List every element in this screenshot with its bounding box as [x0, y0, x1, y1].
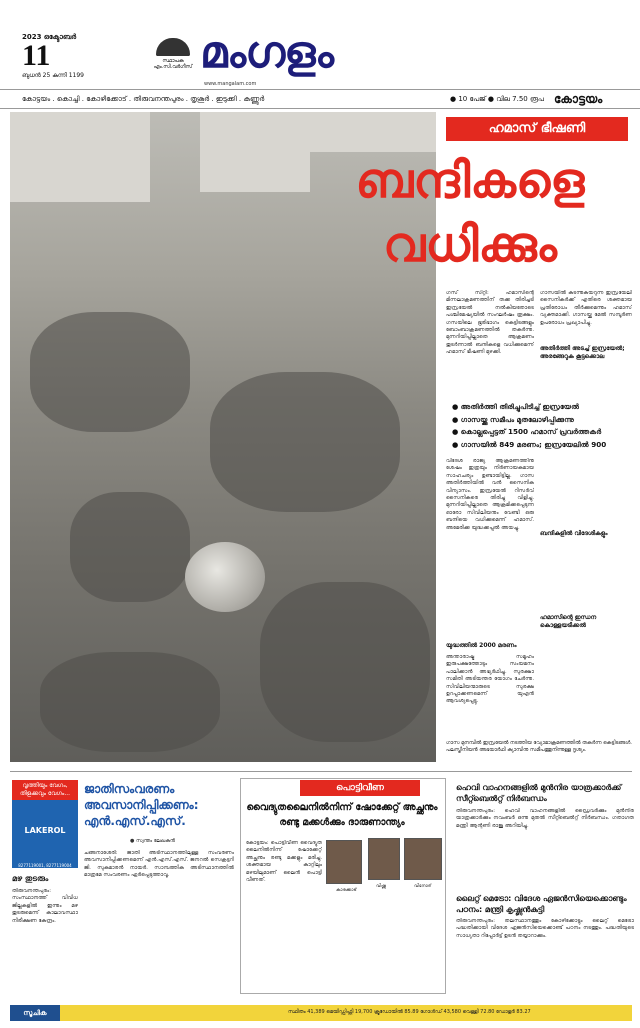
- section-divider: [10, 771, 632, 772]
- date-malayalam: ബുധൻ 25 കന്നി 1199: [22, 72, 84, 79]
- lead-column-2: ഗാസയിൽ കടന്നുകയറുന്ന ഇസ്രയേലി സൈനികർക്ക് എതിരെ ശക്തമായ പ്രതിരോധം തീർക്കുമെന്നും ഹമാസ് വ്യക്തമാക്കി. ഗാസയ്ക്കു മേൽ സമ്പൂർണ ഉപരോധം പ്രഖ്യാപിച്ചു.: [540, 290, 632, 326]
- pages-price: ● 10 പേജ് ● വില 7.50 രൂപ: [450, 95, 544, 103]
- editions-list: കോട്ടയം . കൊച്ചി . കോഴിക്കോട് . തിരുവനന്തപുരം . തൃശൂർ . ഇടുക്കി . കണ്ണൂർ: [22, 95, 265, 103]
- power-line-kicker: പൊട്ടിവീണ: [300, 780, 420, 796]
- lead-headline-line-2[interactable]: വധിക്കും: [383, 217, 557, 273]
- date-month: 2023 ഒക്ടോബർ: [22, 33, 77, 41]
- highlight-item: ● കൊല്ലപ്പെട്ടത് 1500 ഹമാസ് പ്രവർത്തകർ: [452, 426, 634, 439]
- masthead: [0, 0, 640, 87]
- portrait-photo: [326, 840, 362, 884]
- byline: ● സ്വന്തം ലേഖകൻ: [130, 838, 175, 844]
- highlight-item: ● ഗാസയിൽ 849 മരണം; ഇസ്രയേലിൽ 900: [452, 439, 634, 452]
- seatbelt-text: തിരുവനന്തപുരം: ഹെവി വാഹനങ്ങളിൽ ഡ്രൈവർക്കും മുൻനിര യാത്രക്കാർക്കും നവംബർ ഒന്നു മുതൽ സീറ്റ്ബെൽറ്റ് നിർബന്ധം. ഗതാഗത മന്ത്രി ആന്റണി രാജു അറിയിച്ചു.: [456, 808, 634, 829]
- date-block: [22, 33, 142, 80]
- ad-tagline: വൃത്തിയും വേഗം, തിളക്കവും വേഗം...: [12, 780, 78, 800]
- portrait-label: കാരക്കാട്: [336, 888, 357, 893]
- lead-column-3: വിദേശ രാജ്യ ആക്രമണത്തിനു ശേഷം ഇത്രയും നിർണായകമായ സാഹചര്യം ഉണ്ടായിട്ടില്ല. ഗാസ അതിർത്തിയിൽ വൻ സൈനിക വിന്യാസം. ഇസ്രയേൽ റിസർവ് സൈനികരെ തിരിച്ചു വിളിച്ചു. മുന്നറിയിപ്പില്ലാതെ ആക്രമിക്കപ്പെടുന്ന ഓരോ സിവിലിയനും വേണ്ടി ഒരു ബന്ദിയെ വധിക്കുമെന്ന് ഹമാസ്. അമേരിക്ക യുദ്ധക്കപ്പൽ അയച്ചു.: [446, 458, 534, 531]
- website-url[interactable]: www.mangalam.com: [204, 81, 257, 87]
- power-line-headline[interactable]: വൈദ്യുതലൈനിൽനിന്ന് ഷോക്കേറ്റ് അച്ഛനും രണ്ടു മക്കൾക്കും ദാരുണാന്ത്യം: [246, 802, 438, 828]
- lead-headline-line-1[interactable]: ബന്ദികളെ: [355, 153, 585, 209]
- rain-column-title: മഴ തുടരും: [12, 874, 49, 883]
- caste-article-text: ചങ്ങനാശേരി: ജാതി അടിസ്ഥാനത്തിലുള്ള സംവരണം അവസാനിപ്പിക്കണമെന്ന് എൻ.എസ്.എസ്. ജനറൽ സെക്രട്ടറി ജി. സുകുമാരൻ നായർ. സാമ്പത്തിക അടിസ്ഥാനത്തിൽ മാത്രമേ സംവരണം ഏർപ്പെടുത്താവൂ.: [84, 850, 234, 879]
- index-label: സൂചിക: [10, 1005, 60, 1021]
- power-line-text: കോട്ടയം: പൊട്ടിവീണ വൈദ്യുത ലൈനിൽനിന്ന് ഷോക്കേറ്റ് അച്ഛനും രണ്ടു മക്കളും മരിച്ചു. ശക്തമായ കാറ്റിലും മഴയിലുമാണ് ലൈൻ പൊട്ടി വീണത്.: [246, 840, 322, 884]
- lead-subhead-3: ബന്ദികളിൽ വിദേശികളും: [540, 530, 608, 537]
- founder-emblem: [146, 38, 200, 80]
- market-index-bar: [10, 1005, 632, 1021]
- highlight-item: ● ഗാസയ്ക്കു സമീപം മുതലോഴിപ്പിക്കുന്നു: [452, 414, 634, 427]
- collapsed-dome: [185, 542, 265, 612]
- portrait-photo: [368, 838, 400, 880]
- lead-column-1: ഗസ് സിറ്റി: ഹമാസിന്റെ മിന്നലാക്രമണത്തിന് തക്ക തിരിച്ചടി ഇസ്രയേൽ നൽകിയതോടെ പശ്ചിമേഷ്യയിൽ സംഘർഷം രൂക്ഷം. ഗസയിലെ ഭൂരിഭാഗം കെട്ടിടങ്ങളും ബോംബാക്രമണത്തിൽ തകർന്നു. മുന്നറിയിപ്പില്ലാതെ ആക്രമണം തുടർന്നാൽ ബന്ദികളെ വധിക്കുമെന്ന് ഹമാസ് ഭീഷണി മുഴക്കി.: [446, 290, 534, 356]
- portrait-label: വിഷ്ണു: [376, 884, 386, 889]
- highlights-list: [452, 401, 634, 451]
- ad-phone: 8277119001, 8277119004: [18, 863, 72, 868]
- caste-reservation-headline[interactable]: ജാതിസംവരണം അവസാനിപ്പിക്കണം: എൻ.എസ്.എസ്.: [84, 782, 199, 828]
- emblem-icon: [156, 38, 190, 56]
- editions-bar: [0, 89, 640, 109]
- advertisement[interactable]: [12, 780, 78, 868]
- light-metro-text: തിരുവനന്തപുരം: തലസ്ഥാനത്തും കോഴിക്കോട്ടും ലൈറ്റ് മെട്രോ പദ്ധതിക്കായി വിദേശ ഏജൻസിയെക്കൊണ്ട് പഠനം നടത്തും. പദ്ധതിയുടെ സാധ്യതാ റിപ്പോർട്ട് ഉടൻ തയ്യാറാക്കും.: [456, 918, 634, 939]
- lead-subhead-1: അതിർത്തി അടച്ച് ഇസ്രയേൽ; അരങ്ങേറുക കൂട്ടക്കൊല: [540, 345, 625, 360]
- portrait-label: വിനോദ്: [414, 884, 431, 889]
- rain-column-text: തിരുവനന്തപുരം: സംസ്ഥാനത്ത് വിവിധ ജില്ലകളിൽ ഇന്നും മഴ തുടരുമെന്ന് കാലാവസ്ഥാ നിരീക്ഷണ കേന്ദ്രം.: [12, 888, 78, 924]
- index-values: സ്ഥിതം 41,389 മെയിഡ്ഡിഫ്റ്റി 19,700 ക്രൂഡോയിൽ 85.89 ഗോൾഡ് 43,580 വെള്ളി 72.80 ഡോളർ 83.27: [288, 1009, 531, 1015]
- newspaper-logo[interactable]: മംഗളം: [200, 27, 333, 78]
- light-metro-headline[interactable]: ലൈറ്റ് മെട്രോ: വിദേശ ഏജൻസിയെക്കൊണ്ടും പഠനം: മന്ത്രി കൃഷ്ണൻകുട്ടി: [456, 894, 627, 914]
- date-day: 11: [22, 39, 51, 72]
- emblem-text: സ്ഥാപക എം.സി.വർഗീസ്: [153, 58, 193, 70]
- lead-column-4: അന്താരാഷ്ട്ര സമൂഹം ഇരുപക്ഷത്തോടും സംയമനം പാലിക്കാൻ അഭ്യർഥിച്ചു. സുരക്ഷാ സമിതി അടിയന്തര യോഗം ചേർന്നു. സിവിലിയന്മാരുടെ സുരക്ഷ ഉറപ്പാക്കണമെന്ന് യുഎൻ ആവശ്യപ്പെട്ടു.: [446, 654, 534, 705]
- lead-subhead-2: യുദ്ധത്തിൽ 2000 മരണം: [446, 642, 517, 649]
- edition-city: കോട്ടയം: [554, 92, 603, 106]
- photo-caption: ഗാസ മുനമ്പിൽ ഇസ്രയേൽ നടത്തിയ വ്യോമാക്രമണത്തിൽ തകർന്ന കെട്ടിടങ്ങൾ. പലസ്തീനിയൻ അഭയാർഥി ക്യാമ്പിനു സമീപത്തുനിന്നുള്ള ദൃശ്യം.: [446, 740, 632, 753]
- lead-kicker: ഹമാസ് ഭീഷണി: [446, 117, 628, 141]
- highlight-item: ● അതിർത്തി തിരിച്ചുപിടിച്ച് ഇസ്രയേൽ: [452, 401, 634, 414]
- seatbelt-headline[interactable]: ഹെവി വാഹനങ്ങളിൽ മുൻനിര യാത്രക്കാർക്ക് സീറ്റ്ബെൽറ്റ് നിർബന്ധം: [456, 783, 622, 803]
- ad-brand: LAKEROL: [24, 826, 66, 835]
- lead-subhead-4: ഹമാസിന്റെ ഇന്ധന കൊള്ളയടിക്കൽ: [540, 614, 597, 629]
- portrait-photo: [404, 838, 442, 880]
